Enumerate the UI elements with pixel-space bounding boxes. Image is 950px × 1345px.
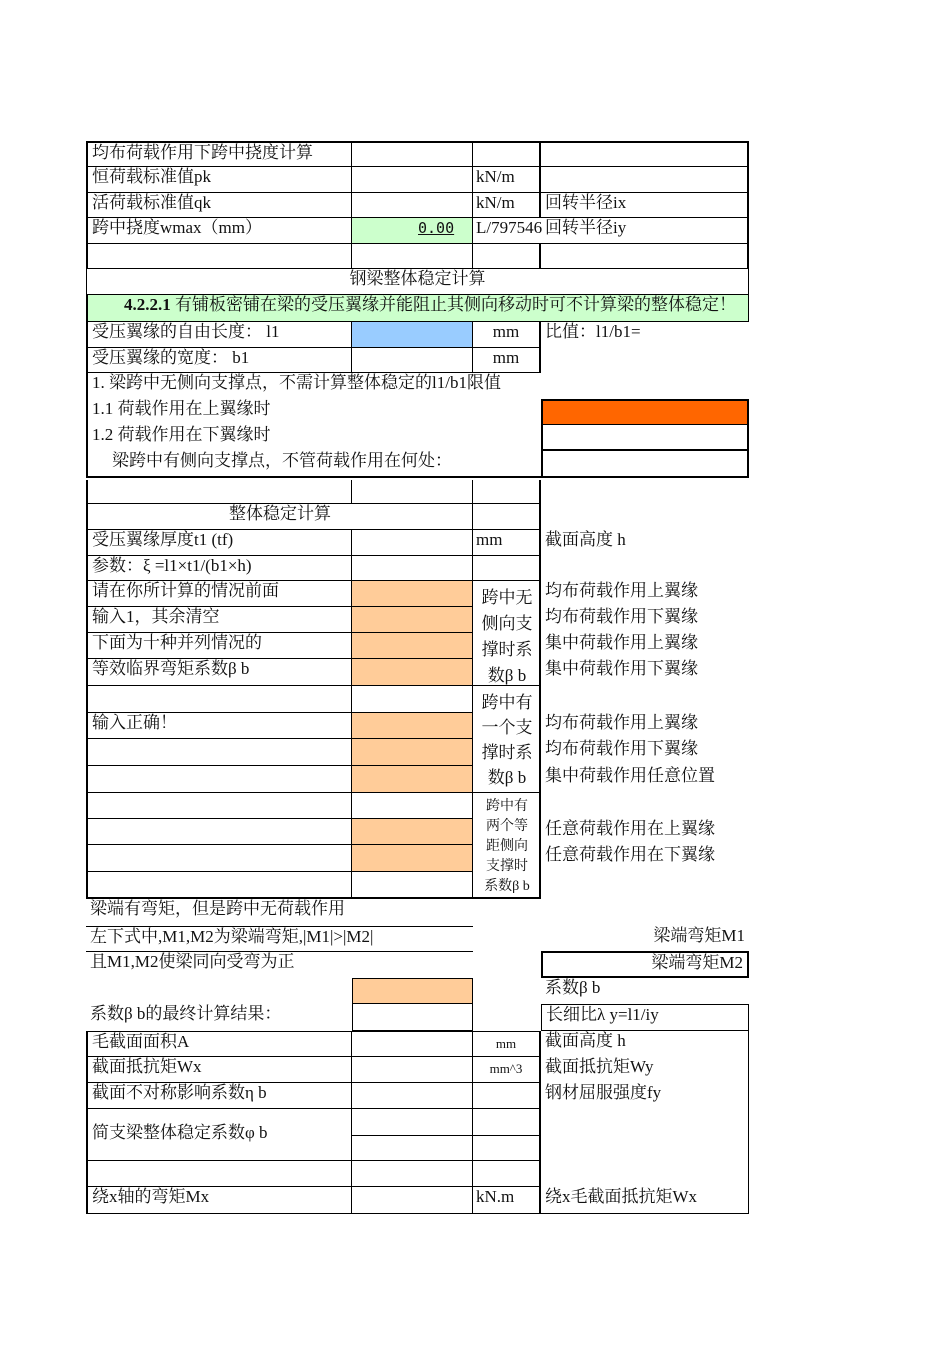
t1-unit: mm [473, 530, 541, 556]
beta-input[interactable] [352, 978, 473, 1004]
cell[interactable] [86, 845, 352, 872]
limit-with-support: 梁跨中有侧向支撑点，不管荷载作用在何处： [86, 451, 541, 478]
l1-unit: mm [473, 322, 541, 348]
m2-label: 梁端弯矩M2 [541, 951, 749, 978]
cell[interactable] [352, 480, 473, 504]
cell[interactable] [473, 244, 541, 269]
case-label-5: 均布荷载作用上翼缘 [545, 713, 698, 732]
wmax-label: 跨中挠度wmax（mm） [86, 218, 352, 244]
cell[interactable] [473, 480, 541, 504]
ratio-label: 比值：l1/b1= [545, 322, 641, 341]
case-label-1: 均布荷载作用上翼缘 [545, 581, 698, 600]
t1-label: 受压翼缘厚度t1 (tf) [86, 530, 352, 556]
area-label: 毛截面面积A [86, 1031, 352, 1057]
h-label: 截面高度 h [545, 530, 626, 549]
cell[interactable] [86, 793, 352, 819]
case-input-6[interactable] [352, 739, 473, 766]
case-input-1[interactable] [352, 581, 473, 607]
stability-note-text: 有铺板密铺在梁的受压翼缘并能阻止其侧向移动时可不计算梁的整体稳定！ [175, 295, 736, 314]
cell[interactable] [473, 504, 541, 530]
cell[interactable] [352, 872, 473, 899]
case-label-3: 集中荷载作用上翼缘 [545, 633, 698, 652]
ix-label: 回转半径ix [541, 193, 749, 218]
cell[interactable] [86, 480, 352, 504]
cell[interactable] [352, 141, 473, 167]
b1-input[interactable] [352, 348, 473, 373]
cell[interactable] [86, 1161, 352, 1187]
cell[interactable] [473, 1109, 541, 1136]
l1-input[interactable] [352, 322, 473, 348]
cell[interactable] [541, 167, 749, 193]
beta-final-value[interactable] [352, 1004, 473, 1031]
wx-label: 截面抵抗矩Wx [86, 1057, 352, 1083]
wx-value[interactable] [352, 1057, 473, 1083]
live-load-label: 活荷载标准值qk [86, 193, 352, 218]
cell[interactable] [541, 244, 749, 269]
limit-top-flange-value[interactable] [541, 399, 749, 425]
group-one-support: 跨中有一个支撑时系数β b [473, 686, 541, 793]
wmax-value[interactable] [352, 218, 473, 244]
instruction-3: 下面为十种并列情况的 [86, 633, 352, 659]
case-input-2[interactable] [352, 607, 473, 633]
wx-unit: mm^3 [473, 1057, 541, 1083]
eta-value[interactable] [352, 1083, 473, 1109]
limit-bottom-flange-value[interactable] [541, 425, 749, 451]
end-moment-note-1: 梁端有弯矩，但是跨中无荷载作用 [90, 899, 345, 918]
group-no-support: 跨中无侧向支撑时系数β b [473, 581, 541, 686]
b1-unit: mm [473, 348, 541, 373]
cell[interactable] [352, 244, 473, 269]
cell[interactable] [541, 1109, 749, 1161]
wx2-label: 绕x毛截面抵抗矩Wx [541, 1187, 749, 1214]
mx-unit: kN.m [473, 1187, 541, 1214]
case-input-9[interactable] [352, 845, 473, 872]
cell[interactable] [86, 766, 352, 793]
overall-title: 整体稳定计算 [86, 504, 473, 530]
case-input-4[interactable] [352, 659, 473, 686]
case-input-8[interactable] [352, 819, 473, 845]
limit-bottom-flange: 1.2 荷载作用在下翼缘时 [86, 425, 541, 451]
xi-label: 参数：ξ =l1×t1/(b1×h) [86, 556, 352, 581]
area-unit: mm [473, 1031, 541, 1057]
case-label-6: 均布荷载作用下翼缘 [545, 739, 698, 758]
cell[interactable] [352, 793, 473, 819]
eta-label: 截面不对称影响系数η b [86, 1083, 352, 1109]
phi-value-2[interactable] [352, 1136, 473, 1161]
iy-label: 回转半径iy [541, 218, 749, 244]
dead-load-input[interactable] [352, 167, 473, 193]
cell[interactable] [473, 141, 541, 167]
cell[interactable] [86, 244, 352, 269]
lambda-label: 长细比λ y=l1/iy [541, 1004, 749, 1031]
case-input-3[interactable] [352, 633, 473, 659]
fy-label: 钢材屈服强度fy [541, 1083, 749, 1109]
instruction-1: 请在你所计算的情况前面 [86, 581, 352, 607]
area-value[interactable] [352, 1031, 473, 1057]
dead-load-label: 恒荷载标准值pk [86, 167, 352, 193]
instruction-2: 输入1，其余清空 [86, 607, 352, 633]
cell[interactable] [541, 141, 749, 167]
case-input-5[interactable] [352, 713, 473, 739]
cell[interactable] [352, 1161, 473, 1187]
xi-value[interactable] [352, 556, 473, 581]
cell[interactable] [473, 1083, 541, 1109]
cell[interactable] [473, 1136, 541, 1161]
limit-heading: 1. 梁跨中无侧向支撑点，不需计算整体稳定的l1/b1限值 [86, 373, 749, 399]
wy-label: 截面抵抗矩Wy [541, 1057, 749, 1083]
cell[interactable] [86, 686, 352, 713]
case-input-7[interactable] [352, 766, 473, 793]
h2-label: 截面高度 h [541, 1031, 749, 1057]
cell[interactable] [473, 1161, 541, 1187]
stability-title: 钢梁整体稳定计算 [86, 269, 749, 295]
case-label-7: 集中荷载作用任意位置 [545, 766, 715, 785]
case-label-4: 集中荷载作用下翼缘 [545, 659, 698, 678]
phi-value-1[interactable] [352, 1109, 473, 1136]
limit-with-support-value[interactable] [541, 451, 749, 478]
l1-label: 受压翼缘的自由长度： l1 [86, 322, 352, 348]
cell[interactable] [541, 1161, 749, 1187]
stability-note [86, 295, 749, 322]
stability-note-clause: 4.2.2.1 [124, 295, 171, 314]
phi-label: 简支梁整体稳定系数φ b [86, 1109, 352, 1161]
mx-value[interactable] [352, 1187, 473, 1214]
live-load-input[interactable] [352, 193, 473, 218]
wmax-value-text: 0.00 [418, 219, 455, 237]
mx-label: 绕x轴的弯矩Mx [86, 1187, 352, 1214]
cell[interactable] [86, 819, 352, 845]
cell[interactable] [473, 556, 541, 581]
case-label-8: 任意荷载作用在上翼缘 [545, 819, 715, 838]
cell[interactable] [86, 872, 352, 899]
wmax-ratio: L/797546 [473, 218, 541, 244]
group-two-support: 跨中有两个等距侧向支撑时系数β b [473, 793, 541, 899]
input-ok: 输入正确！ [86, 713, 352, 739]
end-moment-note-3: 且M1,M2使梁同向受弯为正 [90, 952, 295, 971]
b1-label: 受压翼缘的宽度： b1 [86, 348, 352, 373]
cell[interactable] [352, 686, 473, 713]
end-moment-note-2: 左下式中,M1,M2为梁端弯矩,|M1|>|M2| [86, 926, 473, 952]
live-load-unit: kN/m [473, 193, 541, 218]
instruction-4: 等效临界弯矩系数β b [86, 659, 352, 686]
cell[interactable] [86, 739, 352, 766]
deflection-title: 均布荷载作用下跨中挠度计算 [86, 141, 352, 167]
t1-input[interactable] [352, 530, 473, 556]
beta-final-label: 系数β b的最终计算结果： [90, 1004, 282, 1023]
m1-label: 梁端弯矩M1 [653, 926, 745, 945]
case-label-9: 任意荷载作用在下翼缘 [545, 845, 715, 864]
case-label-2: 均布荷载作用下翼缘 [545, 607, 698, 626]
limit-top-flange: 1.1 荷载作用在上翼缘时 [86, 399, 541, 425]
beta-label: 系数β b [545, 978, 601, 997]
dead-load-unit: kN/m [473, 167, 541, 193]
